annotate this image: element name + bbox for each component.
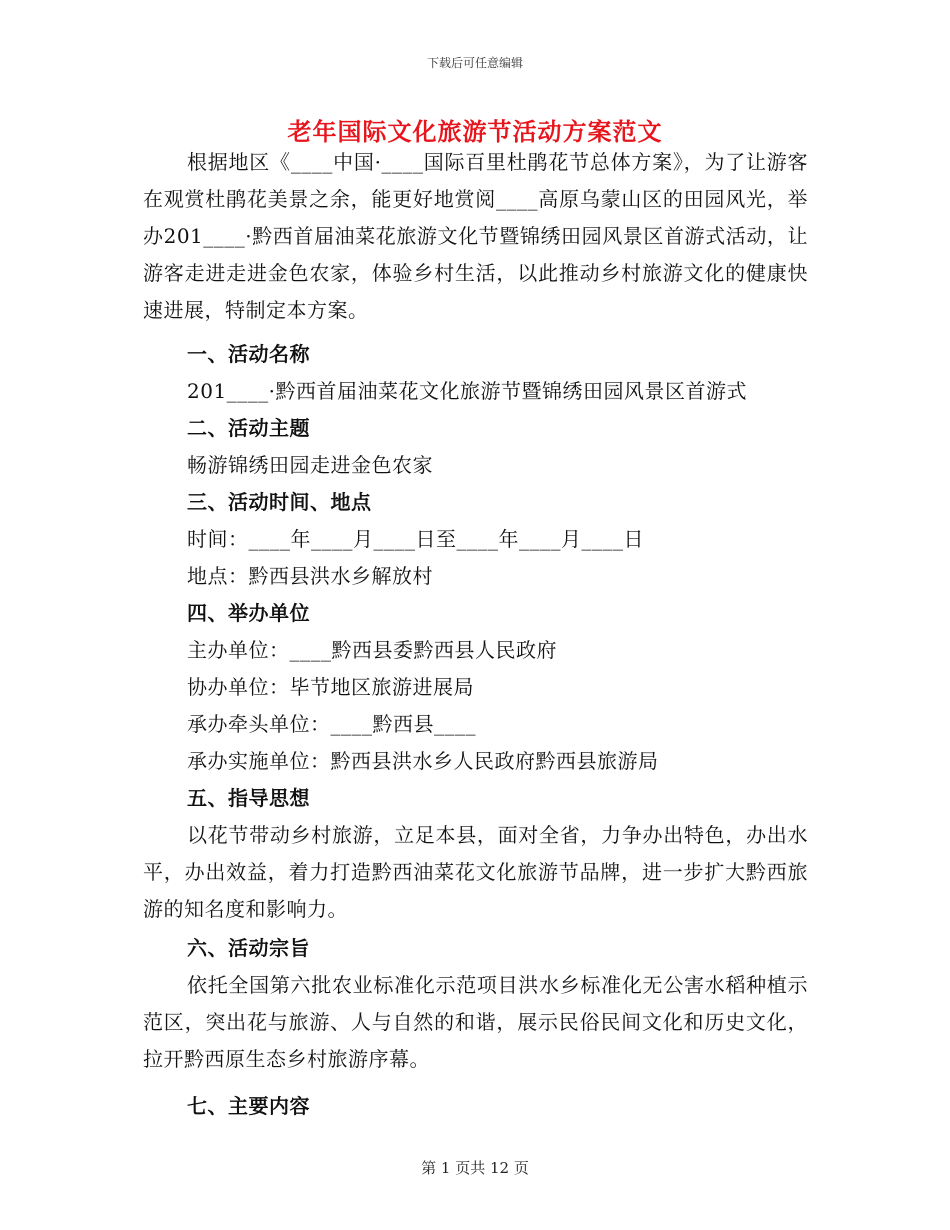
page-footer: 第 1 页共 12 页	[421, 1159, 529, 1177]
section-6-heading: 六、活动宗旨	[187, 936, 310, 960]
section-1-text: 201____·黔西首届油菜花文化旅游节暨锦绣田园风景区首游式	[187, 379, 748, 403]
section-6-text: 依托全国第六批农业标准化示范项目洪水乡标准化无公害水稻种植示范区，突出花与旅游、人与自然的和谐，展示民俗民间文化和历史文化，拉开黔西原生态乡村旅游序幕。	[143, 973, 808, 1071]
section-4-lead-organizer: 承办牵头单位：____黔西县____	[187, 712, 476, 736]
section-5-heading: 五、指导思想	[187, 786, 310, 810]
section-3-time: 时间：____年____月____日至____年____月____日	[187, 527, 644, 551]
section-4-host: 主办单位：____黔西县委黔西县人民政府	[187, 638, 557, 662]
section-3-place: 地点：黔西县洪水乡解放村	[187, 564, 433, 588]
section-1-heading: 一、活动名称	[187, 342, 310, 366]
section-5-text: 以花节带动乡村旅游，立足本县，面对全省，力争办出特色，办出水平，办出效益，着力打造黔西油菜花文化旅游节品牌，进一步扩大黔西旅游的知名度和影响力。	[143, 823, 808, 921]
section-4-heading: 四、举办单位	[187, 601, 310, 625]
section-7-heading: 七、主要内容	[187, 1094, 310, 1118]
header-note: 下载后可任意编辑	[426, 56, 523, 70]
section-2-text: 畅游锦绣田园走进金色农家	[187, 453, 433, 477]
section-4-implementer: 承办实施单位：黔西县洪水乡人民政府黔西县旅游局	[187, 749, 659, 773]
document-sections	[143, 336, 808, 1125]
document-body	[143, 144, 808, 329]
document-title: 老年国际文化旅游节活动方案范文	[287, 117, 663, 146]
intro-paragraph: 根据地区《____中国·____国际百里杜鹃花节总体方案》，为了让游客在观赏杜鹃花美景之余，能更好地赏阅____高原乌蒙山区的田园风光，举办201____·黔西首届油菜花旅游文化节暨锦绣田园风景区首游式活动，让游客走进走进金色农家，体验乡村生活，以此推动乡村旅游文化的健康快速进展，特制定本方案。	[143, 150, 808, 322]
section-3-heading: 三、活动时间、地点	[187, 490, 372, 514]
section-2-heading: 二、活动主题	[187, 416, 310, 440]
section-4-co-organizer: 协办单位：毕节地区旅游进展局	[187, 675, 474, 699]
